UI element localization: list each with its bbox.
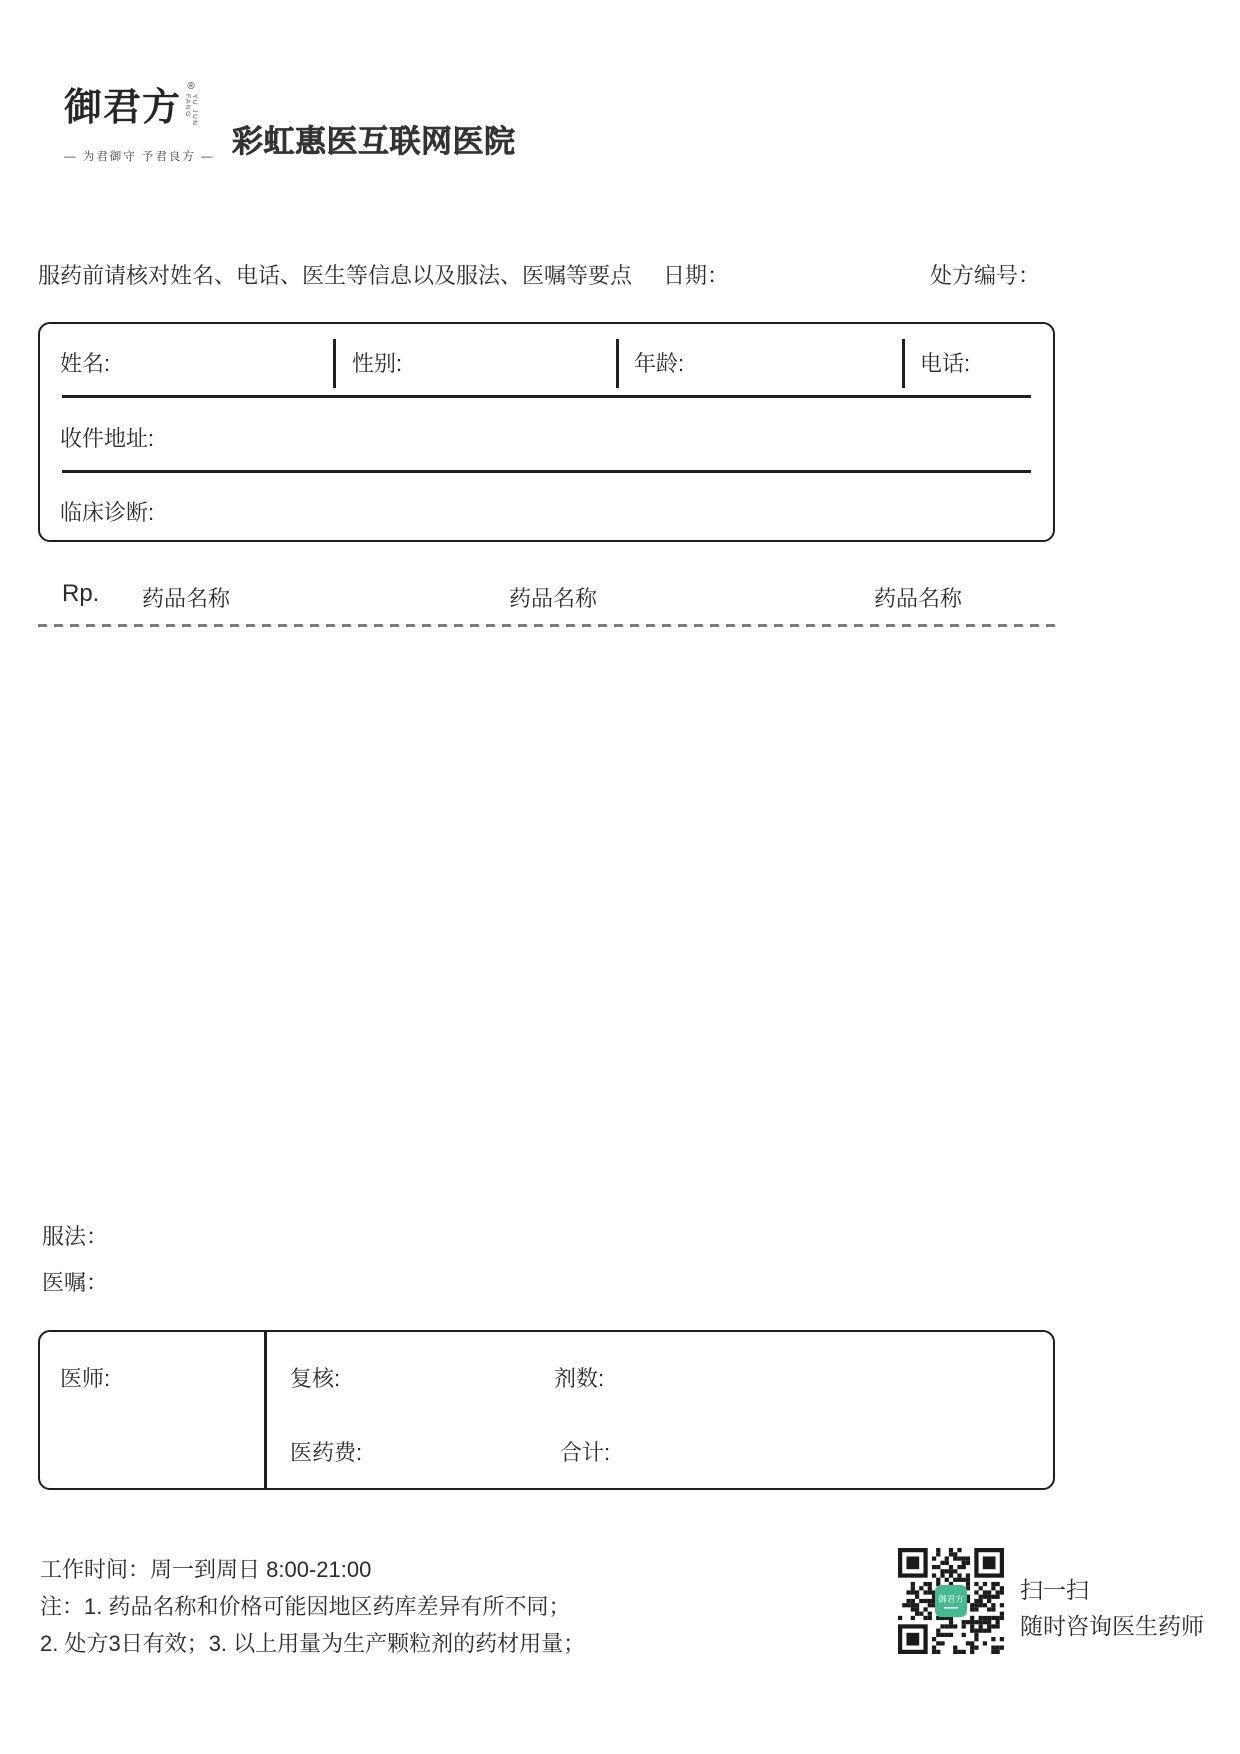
verify-notice-text: 服药前请核对姓名、电话、医生等信息以及服法、医嘱等要点	[38, 263, 633, 288]
svg-text:御君方: 御君方	[938, 1594, 964, 1604]
drug-name-column-header: 药品名称	[509, 586, 598, 611]
dashed-separator	[38, 624, 1055, 627]
physician-label: 医师:	[60, 1366, 111, 1391]
rp-label: Rp.	[62, 580, 100, 607]
medicine-fee-label: 医药费:	[290, 1440, 363, 1465]
drug-name-column-header: 药品名称	[142, 586, 231, 611]
divider	[62, 395, 1031, 398]
divider	[333, 339, 336, 388]
divider	[264, 1332, 267, 1488]
qr-caption-consult: 随时咨询医生药师	[1020, 1613, 1204, 1639]
footer-note-line1: 注：1. 药品名称和价格可能因地区药库差异有所不同；	[40, 1594, 571, 1619]
patient-age-label: 年龄:	[634, 351, 685, 376]
qr-code	[898, 1548, 1004, 1654]
patient-name-label: 姓名:	[60, 351, 111, 376]
brand-logo-side	[184, 82, 198, 128]
drug-name-column-header: 药品名称	[874, 586, 963, 611]
divider	[62, 470, 1031, 473]
brand-logo	[64, 81, 254, 129]
rx-number-label: 处方编号：	[930, 263, 1041, 288]
working-hours-text: 工作时间：周一到周日 8:00-21:00	[40, 1557, 372, 1582]
brand-logo-text: 御君方	[64, 84, 182, 129]
usage-label: 服法：	[42, 1224, 109, 1249]
brand-tagline: — 为君御守 予君良方 —	[64, 151, 215, 163]
total-label: 合计:	[560, 1440, 611, 1465]
date-label: 日期：	[663, 263, 730, 288]
divider	[616, 339, 619, 388]
review-label: 复核:	[290, 1366, 341, 1391]
registered-trademark-icon: ®	[187, 81, 195, 92]
doctor-advice-label: 医嘱：	[42, 1270, 109, 1295]
shipping-address-label: 收件地址:	[60, 426, 155, 451]
patient-info-box	[38, 322, 1055, 542]
patient-gender-label: 性别:	[352, 351, 403, 376]
dose-count-label: 剂数:	[554, 1366, 605, 1391]
clinical-diagnosis-label: 临床诊断:	[60, 500, 155, 525]
brand-logo-pinyin: YU JUN FANG	[184, 94, 199, 127]
patient-phone-label: 电话:	[920, 351, 971, 376]
qr-caption-scan: 扫一扫	[1020, 1577, 1089, 1603]
hospital-name: 彩虹惠医互联网医院	[232, 124, 516, 159]
divider	[902, 339, 905, 388]
signoff-box	[38, 1330, 1055, 1490]
qr-code-image	[898, 1548, 1004, 1654]
footer-note-line2: 2. 处方3日有效；3. 以上用量为生产颗粒剂的药材用量；	[40, 1631, 586, 1656]
